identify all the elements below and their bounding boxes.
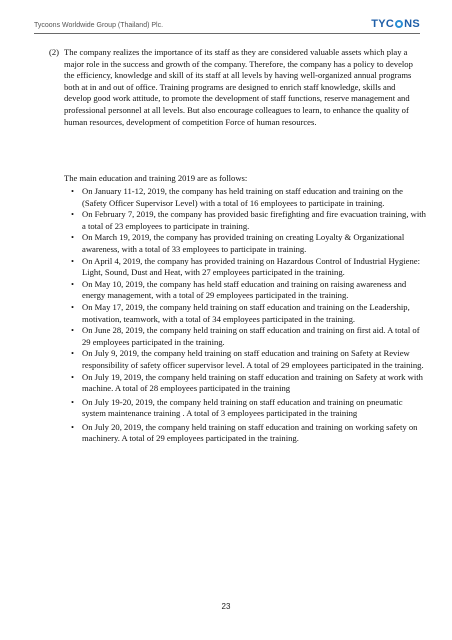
list-item: [71, 396, 426, 420]
bullet-icon: •: [71, 348, 75, 359]
page-number: 23: [221, 602, 231, 611]
list-item-text: On June 28, 2019, the company held training on staff education and training on first aid. A total of 29 employees participated in the training.: [82, 325, 420, 347]
list-item: [71, 232, 426, 255]
list-item-text: On July 19-20, 2019, the company held training on staff education and training on pneumatic system maintenance training . A total of 3 employees participated in the training: [82, 396, 403, 419]
company-name: Tycoons Worldwide Group (Thailand) Plc.: [34, 22, 164, 29]
section-number: (2): [49, 47, 60, 57]
section-paragraph: [49, 47, 424, 128]
logo-ring-icon: [395, 20, 403, 28]
list-item-text: On January 11-12, 2019, the company has held training on staff education and training on the (Safety Officer Supervisor Level) with a total of 16 employees to participate in training.: [82, 186, 403, 208]
list-item: [71, 325, 426, 348]
list-item-text: On July 20, 2019, the company held training on staff education and training on working safety on machinery. A total of 29 employees participated in the training.: [82, 421, 418, 444]
list-item: [71, 371, 426, 395]
bullet-icon: •: [71, 301, 75, 312]
list-item-text: On May 17, 2019, the company held training on staff education and training on the Leadership, motivation, teamwork, with a total of 34 employees participated in the training.: [82, 301, 410, 324]
logo-text-prefix: TYC: [371, 18, 395, 30]
bullet-icon: •: [71, 325, 75, 336]
training-intro: The main education and training 2019 are as follows:: [64, 173, 248, 183]
list-item: [71, 186, 426, 209]
list-item: [71, 209, 426, 232]
bullet-icon: •: [71, 421, 75, 432]
bullet-icon: •: [71, 255, 75, 266]
list-item-text: On February 7, 2019, the company has provided basic firefighting and fire evacuation training, with a total of 23 employees to participate in training.: [82, 209, 426, 231]
list-item-text: On July 9, 2019, the company held training on staff education and training on Safety at Review responsibility of safety officer supervisor level. A total of 29 employees participated in the training.: [82, 348, 424, 370]
header-divider: [34, 33, 420, 34]
list-item-text: On March 19, 2019, the company has provided training on creating Loyalty & Organizational awareness, with a total of 33 employees to participate in training.: [82, 232, 405, 254]
list-item: [71, 348, 426, 371]
bullet-icon: •: [71, 371, 75, 382]
list-item: [71, 278, 426, 302]
logo-text-suffix: NS: [404, 18, 420, 30]
section-text: The company realizes the importance of its staff as they are considered valuable assets which play a major role in the success and growth of the company. Therefore, the company has a policy to develop the efficiency, knowledge and skill of its staff at all levels by having well-organized annual programs both at in and out of office. Training programs are designed to enrich staff knowledge, skills and develop good work attitude, to promote the development of staff functions, reserve management and professional personnel at all levels. But also encourage colleagues to learn, to enhance the quality of human resources, development of competition Force of human resources.: [64, 47, 413, 127]
list-item: [71, 421, 426, 445]
list-item: [71, 255, 426, 279]
bullet-icon: •: [71, 232, 75, 243]
training-list: [71, 186, 426, 445]
bullet-icon: •: [71, 278, 75, 289]
bullet-icon: •: [71, 396, 75, 407]
list-item-text: On May 10, 2019, the company has held staff education and training on raising awareness and energy management, with a total of 29 employees participated in the training.: [82, 278, 407, 301]
bullet-icon: •: [71, 209, 75, 220]
company-logo: [371, 18, 420, 30]
list-item-text: On April 4, 2019, the company has provided training on Hazardous Control of Industrial Hygiene: Light, Sound, Dust and Heat, with 27 employees participated in the training.: [82, 255, 420, 278]
list-item: [71, 301, 426, 325]
list-item-text: On July 19, 2019, the company held training on staff education and training on Safety at work with machine. A total of 28 employees participated in the training: [82, 371, 423, 394]
bullet-icon: •: [71, 186, 75, 196]
